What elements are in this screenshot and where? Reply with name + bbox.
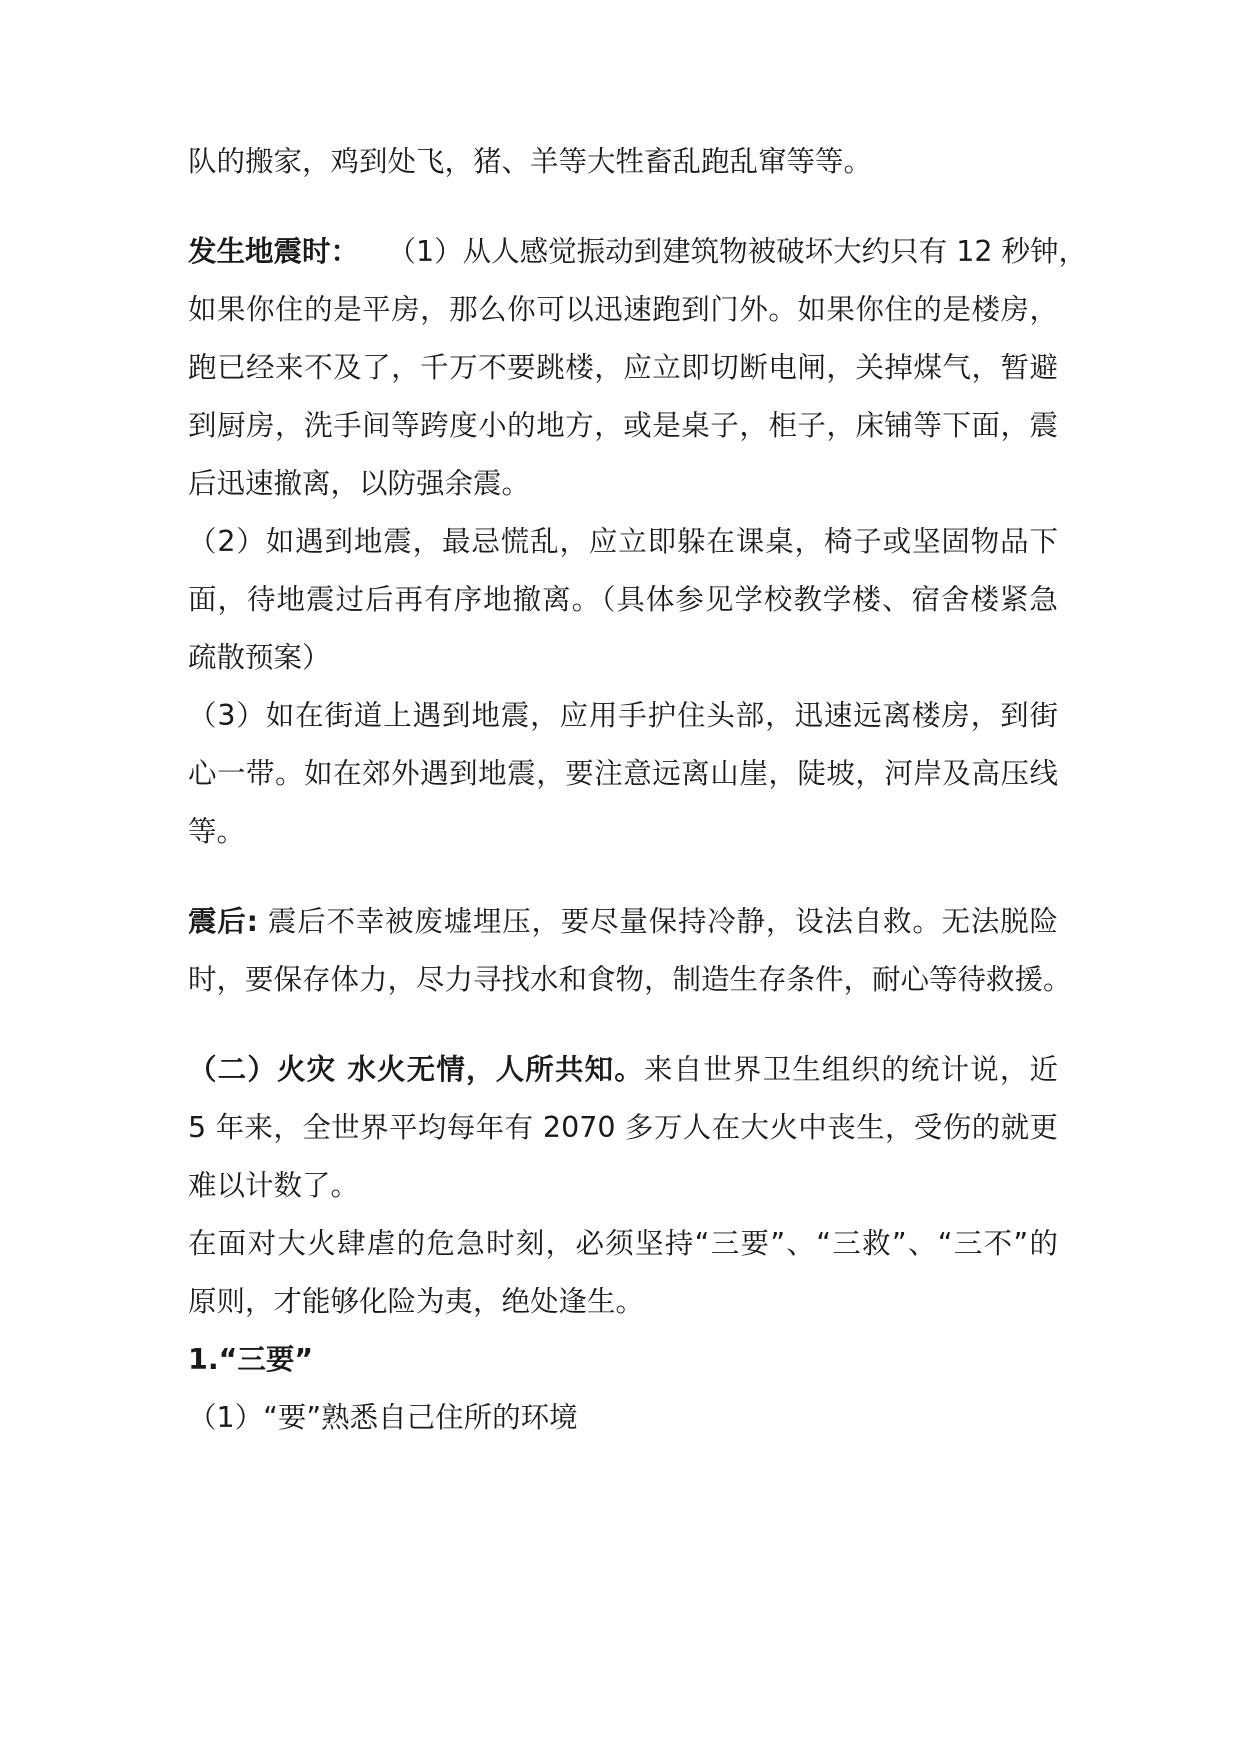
line-text: 面，待地震过后再有序地撤离。（具体参见学校教学楼、宿舍楼紧急 bbox=[188, 583, 1058, 616]
paragraph-line bbox=[188, 142, 872, 182]
section-label-fire: （二）火灾 水火无情，人所共知。 bbox=[188, 1053, 644, 1086]
paragraph-line bbox=[188, 960, 1072, 1000]
line-text: 队的搬家，鸡到处飞，猪、羊等大牲畜乱跑乱窜等等。 bbox=[188, 145, 873, 178]
line-text: 到厨房，洗手间等跨度小的地方，或是桌子，柜子，床铺等下面，震 bbox=[188, 409, 1058, 442]
paragraph-line bbox=[188, 638, 331, 678]
section-label-during: 发生地震时： bbox=[188, 235, 360, 268]
line-text: 在面对大火肆虐的危急时刻，必须坚持“三要”、“三救”、“三不”的 bbox=[188, 1227, 1058, 1260]
list-item bbox=[188, 1398, 578, 1438]
section-label-after: 震后: bbox=[188, 905, 258, 938]
subsection-label: 1.“三要” bbox=[188, 1343, 314, 1376]
paragraph-line bbox=[188, 1224, 1058, 1264]
paragraph-line bbox=[188, 580, 1058, 620]
after-earthquake-heading-line bbox=[188, 902, 1058, 942]
paragraph-line bbox=[188, 812, 245, 852]
paragraph-line bbox=[188, 348, 1058, 388]
line-text: 疏散预案） bbox=[188, 641, 331, 674]
fire-section-heading-line bbox=[188, 1050, 1058, 1090]
paragraph-line bbox=[188, 1282, 644, 1322]
line-text: 原则，才能够化险为夷，绝处逢生。 bbox=[188, 1285, 645, 1318]
earthquake-during-heading-line bbox=[188, 232, 1088, 272]
line-text: （3）如在街道上遇到地震，应用手护住头部，迅速远离楼房，到街 bbox=[188, 699, 1058, 732]
line-text: 来自世界卫生组织的统计说，近 bbox=[643, 1053, 1058, 1086]
line-text: 等。 bbox=[188, 815, 246, 848]
line-text: 震后不幸被废墟埋压，要尽量保持冷静，设法自救。无法脱险 bbox=[258, 905, 1059, 938]
paragraph-line bbox=[188, 522, 1058, 562]
line-text: （1）“要”熟悉自己住所的环境 bbox=[188, 1401, 578, 1434]
paragraph-line bbox=[188, 290, 1058, 330]
subsection-heading-three-musts bbox=[188, 1340, 313, 1380]
line-text: 跑已经来不及了，千万不要跳楼，应立即切断电闸，关掉煤气，暂避 bbox=[188, 351, 1058, 384]
line-text: 时，要保存体力，尽力寻找水和食物，制造生存条件，耐心等待救援。 bbox=[188, 963, 1072, 996]
paragraph-line bbox=[188, 406, 1058, 446]
paragraph-line bbox=[188, 1108, 1058, 1148]
paragraph-line bbox=[188, 696, 1058, 736]
line-text: 如果你住的是平房，那么你可以迅速跑到门外。如果你住的是楼房， bbox=[188, 293, 1058, 326]
line-text: 难以计数了。 bbox=[188, 1169, 360, 1202]
line-text: （2）如遇到地震，最忌慌乱，应立即躲在课桌，椅子或坚固物品下 bbox=[188, 525, 1058, 558]
line-text: 心一带。如在郊外遇到地震，要注意远离山崖，陡坡，河岸及高压线 bbox=[188, 757, 1058, 790]
line-text: （1）从人感觉振动到建筑物被破坏大约只有 12 秒钟， bbox=[387, 235, 1088, 268]
line-text: 后迅速撤离，以防强余震。 bbox=[188, 467, 531, 500]
paragraph-line bbox=[188, 464, 530, 504]
line-text: 5 年来，全世界平均每年有 2070 多万人在大火中丧生，受伤的就更 bbox=[188, 1111, 1058, 1144]
paragraph-line bbox=[188, 754, 1058, 794]
paragraph-line bbox=[188, 1166, 359, 1206]
